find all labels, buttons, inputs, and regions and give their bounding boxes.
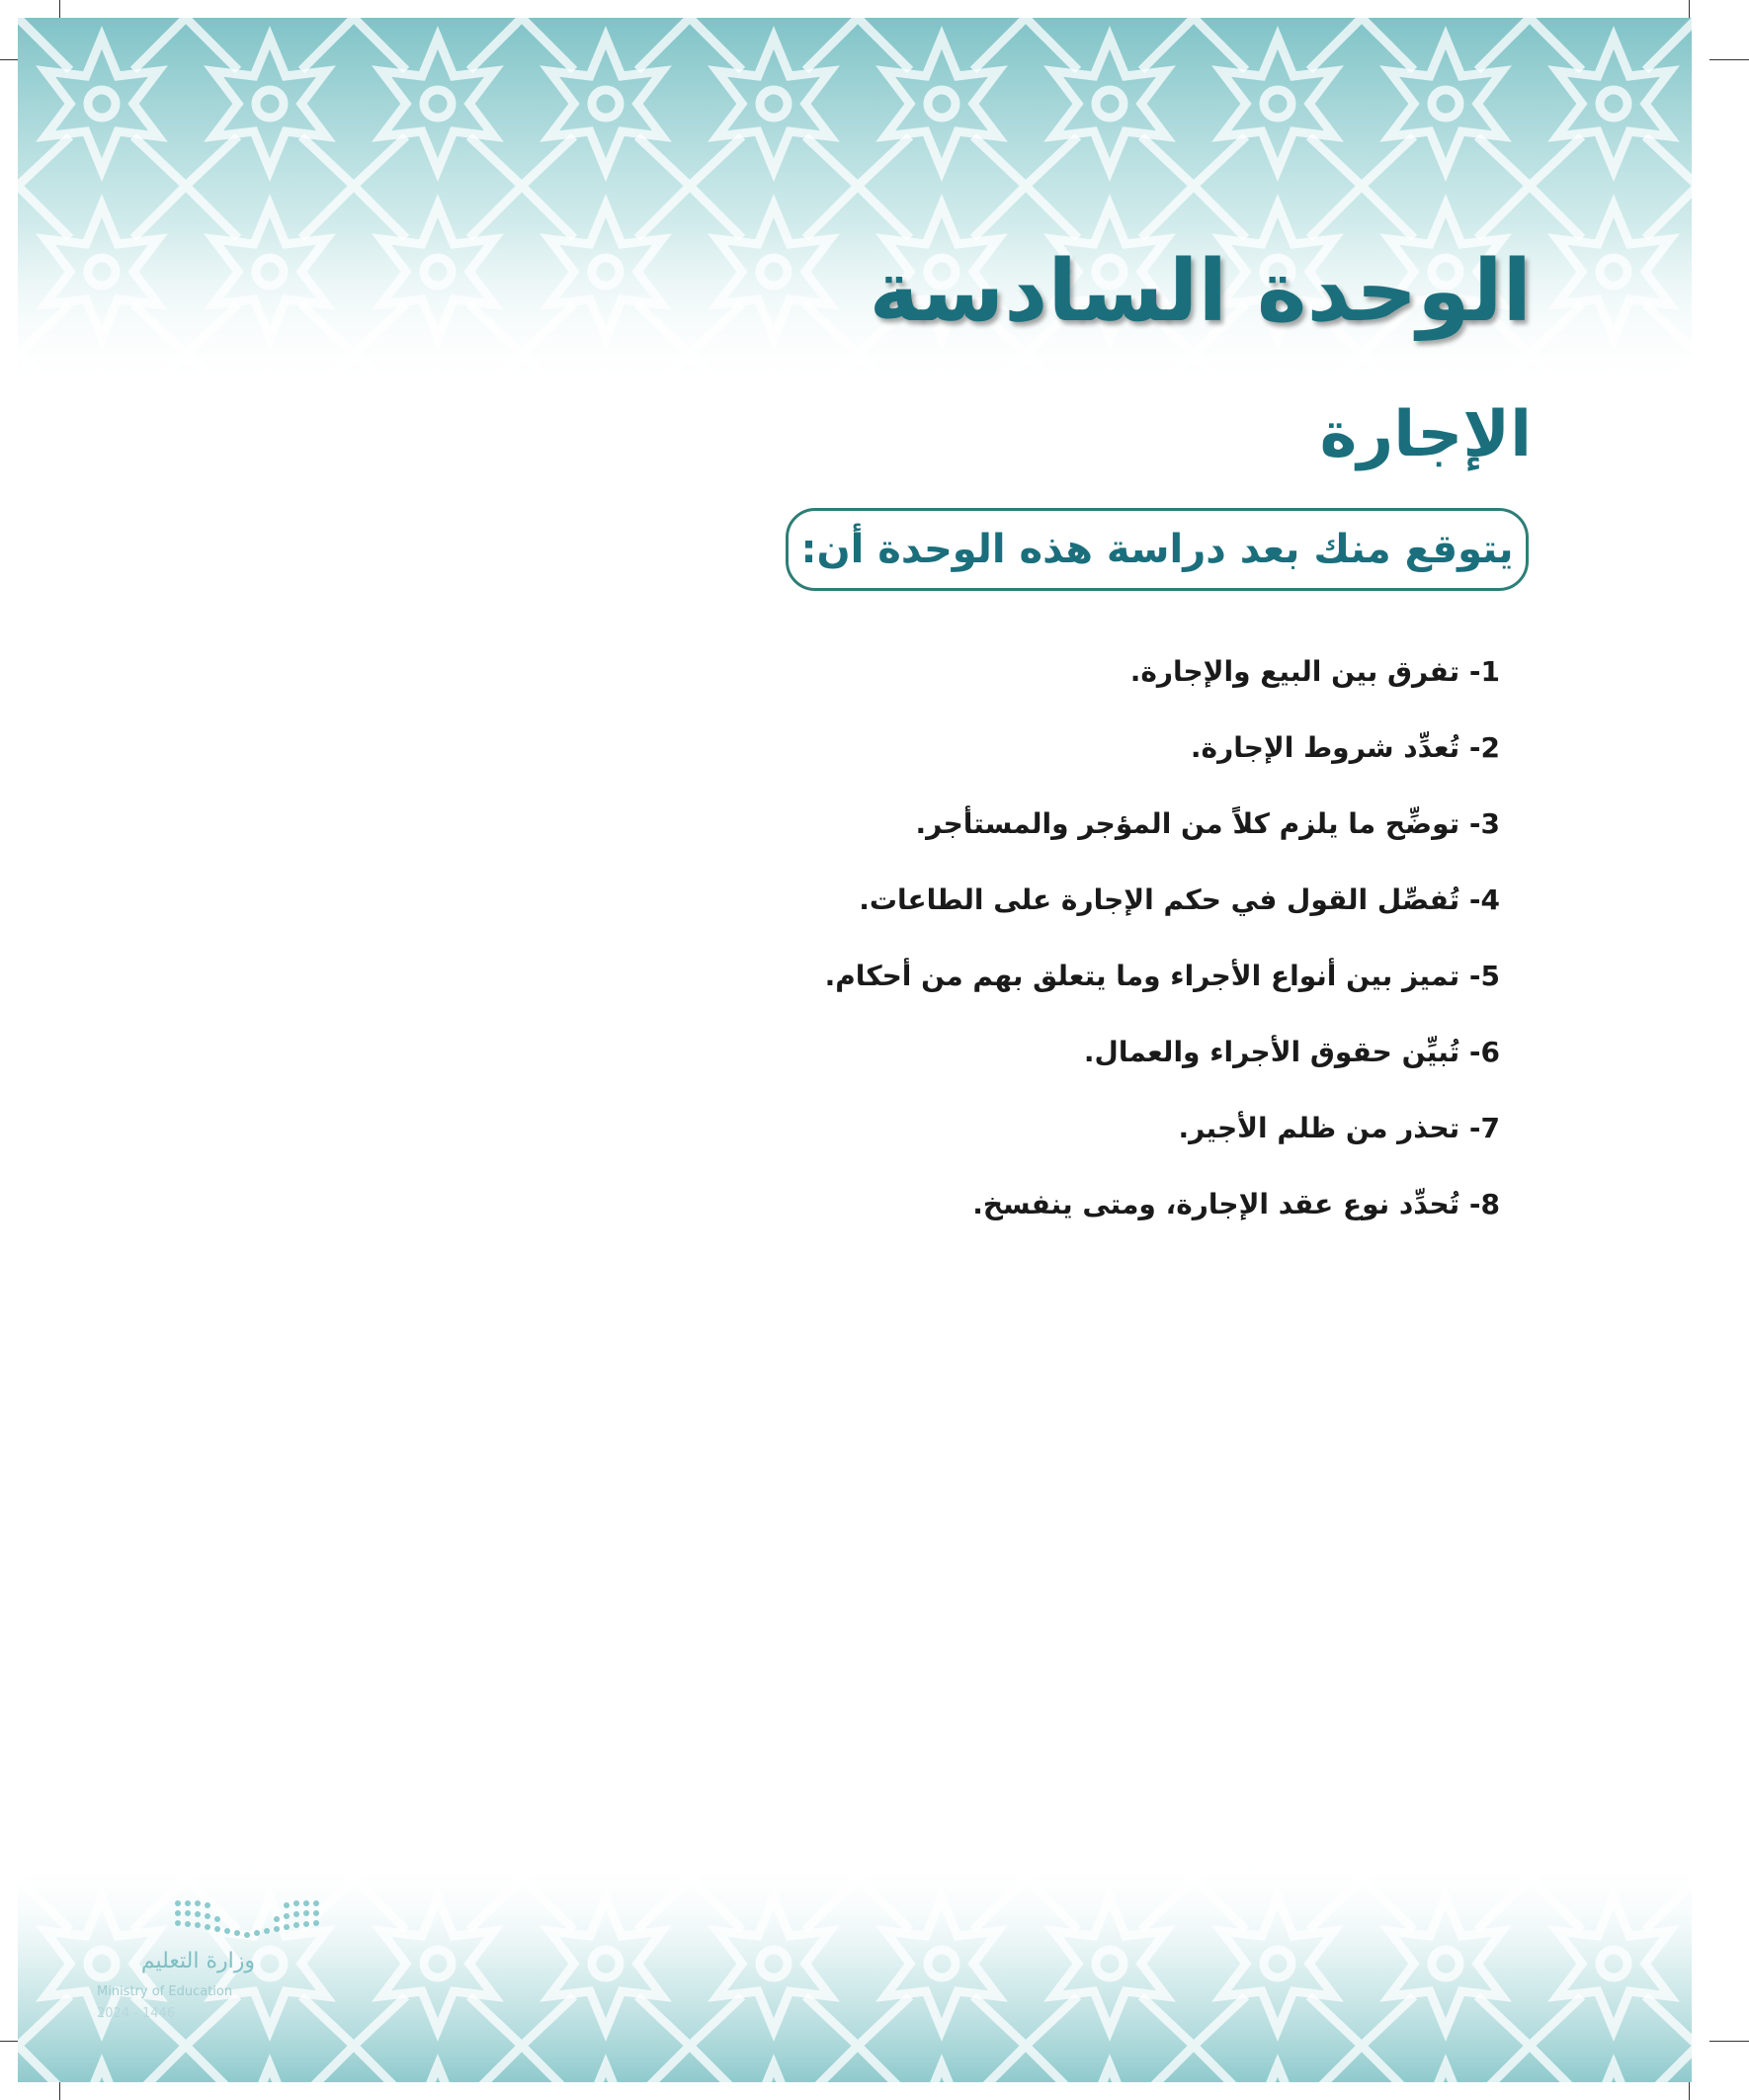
- ministry-emblem-icon: [168, 1895, 326, 1945]
- objective-item: 3- توضِّح ما يلزم كلاً من المؤجر والمستأجر.: [915, 807, 1500, 840]
- ministry-name-ar: وزارة التعليم: [140, 1949, 255, 1974]
- objectives-heading-box: [786, 508, 1529, 591]
- ministry-name-en: Ministry of Education: [97, 1984, 233, 1999]
- objective-item: 7- تحذر من ظلم الأجير.: [1178, 1112, 1500, 1144]
- objective-item: 2- تُعدِّد شروط الإجارة.: [1190, 731, 1500, 764]
- lesson-title: الإجارة: [1319, 398, 1532, 471]
- objective-item: 8- تُحدِّد نوع عقد الإجارة، ومتى ينفسخ.: [972, 1188, 1500, 1220]
- crop-mark: [1709, 2041, 1749, 2042]
- objective-item: 6- تُبيِّن حقوق الأجراء والعمال.: [1083, 1036, 1500, 1068]
- objective-item: 4- تُفصِّل القول في حكم الإجارة على الطاعات.: [859, 883, 1500, 916]
- objective-item: 1- تفرق بين البيع والإجارة.: [1129, 655, 1500, 688]
- objectives-list: [611, 647, 1500, 1256]
- crop-mark: [1709, 59, 1749, 60]
- objective-item: 5- تميز بين أنواع الأجراء وما يتعلق بهم من أحكام.: [824, 960, 1500, 992]
- unit-title: الوحدة السادسة: [869, 242, 1532, 341]
- ministry-logo: [97, 1895, 334, 2044]
- objectives-heading: يتوقع منك بعد دراسة هذه الوحدة أن:: [800, 527, 1514, 572]
- ministry-year: 2024 - 1446: [97, 2006, 176, 2021]
